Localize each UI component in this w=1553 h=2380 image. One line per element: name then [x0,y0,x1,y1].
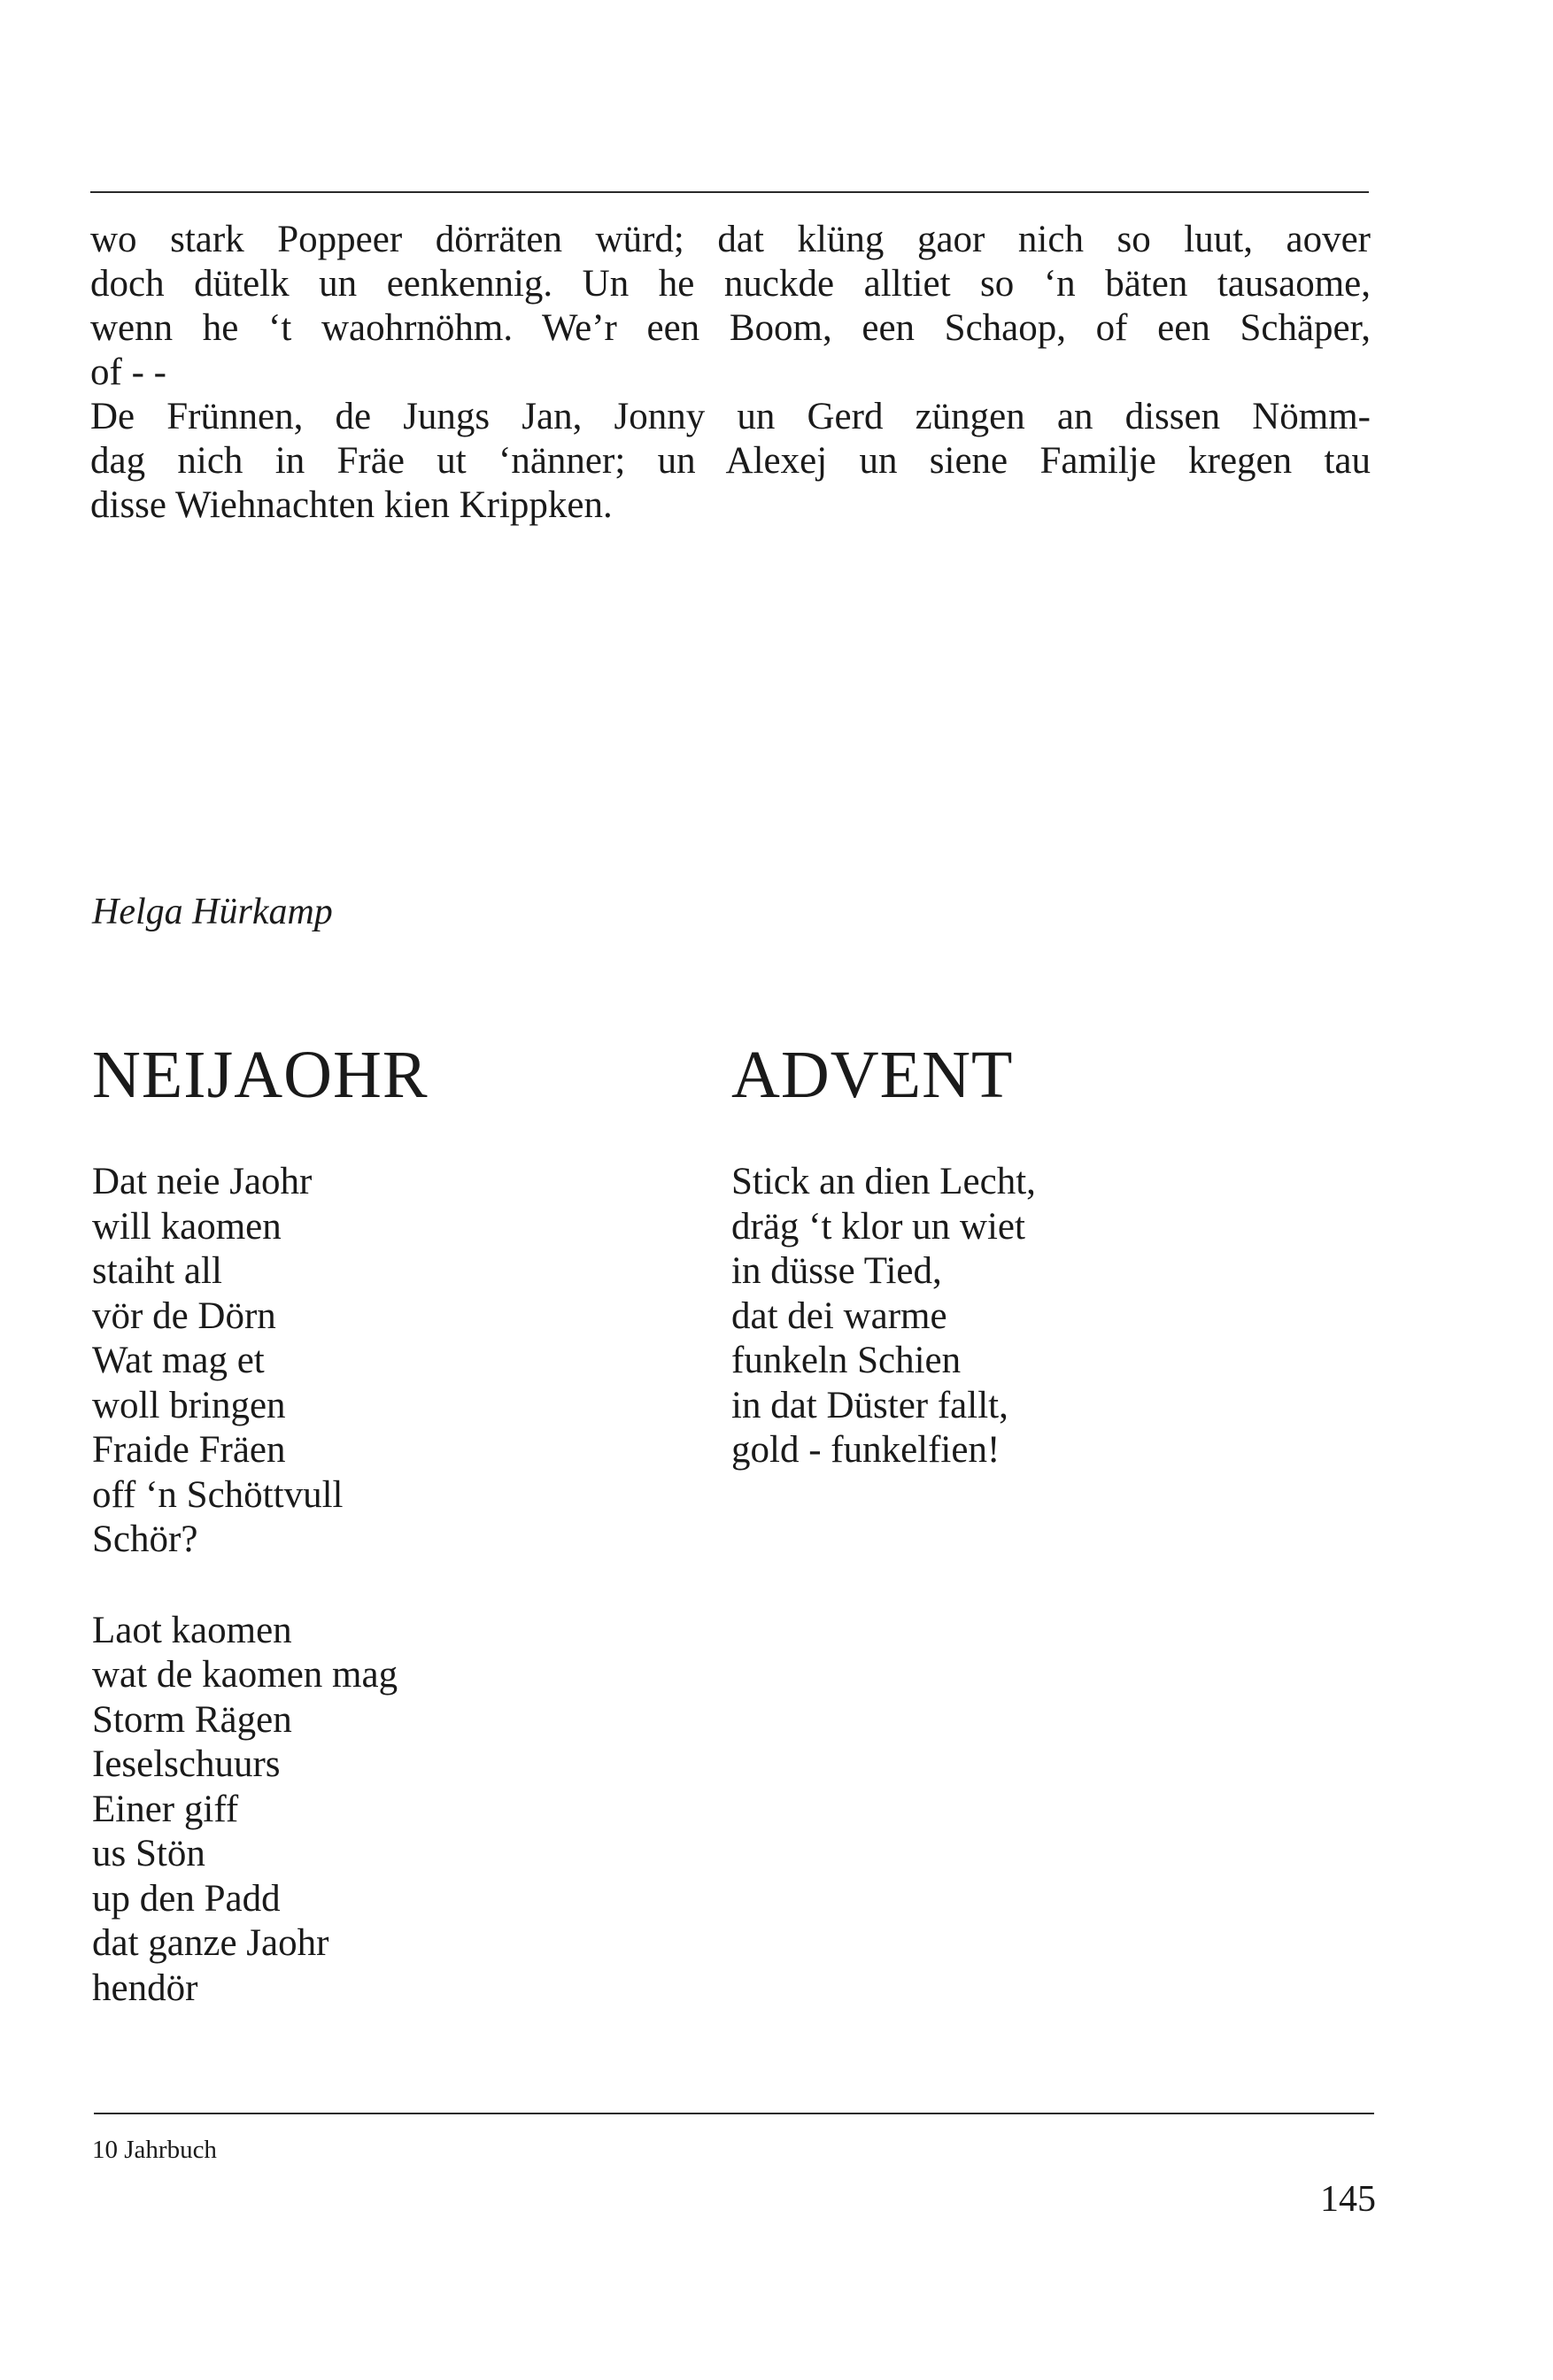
verse-line: gold - funkelfien! [731,1429,1001,1471]
poem-stanza [92,1160,429,1563]
prose-line: disse Wiehnachten kien Krippken. [90,484,613,526]
prose-line: of - - [90,352,166,393]
verse-line: dräg ‘t klor un wiet [731,1205,1025,1248]
verse-line: vör de Dörn [92,1294,276,1337]
verse-line: will kaomen [92,1205,282,1248]
verse-line: in dat Düster fallt, [731,1384,1008,1426]
verse-line: Schör? [92,1518,198,1560]
poem-neijaohr [92,1038,429,2011]
prose-line: dag nich in Fräe ut ‘nänner; un Alexej un siene Familje kregen tau [90,440,1371,482]
verse-line: Storm Rägen [92,1698,292,1741]
poem-advent [731,1038,1036,1473]
verse-line: off ‘n Schöttvull [92,1473,344,1516]
verse-line: Dat neie Jaohr [92,1161,313,1202]
prose-line: De Frünnen, de Jungs Jan, Jonny un Gerd züngen an dissen Nömm- [90,396,1371,437]
verse-line: up den Padd [92,1877,281,1920]
top-rule [90,191,1369,193]
verse-line: wat de kaomen mag [92,1654,398,1696]
verse-line: dat dei warme [731,1294,947,1337]
verse-line: funkeln Schien [731,1340,962,1381]
verse-line: Fraide Fräen [92,1429,286,1471]
verse-line: hendör [92,1967,198,2009]
verse-line: Stick an dien Lecht, [731,1161,1036,1202]
poem-title: NEIJAOHR [92,1038,429,1112]
verse-line: staiht all [92,1250,222,1292]
footer-note: 10 Jahrbuch [92,2136,217,2164]
page-number: 145 [1320,2179,1376,2220]
bottom-rule [94,2113,1374,2114]
author-name: Helga Hürkamp [92,892,333,932]
verse-line: Wat mag et [92,1340,265,1381]
verse-line: Ieselschuurs [92,1743,281,1785]
prose-paragraph [90,218,1371,528]
prose-line: doch dütelk un eenkennig. Un he nuckde alltiet so ‘n bäten tausaome, [90,263,1371,305]
verse-line: us Stön [92,1833,205,1874]
poem-stanza [731,1160,1036,1473]
verse-line: woll bringen [92,1384,286,1426]
verse-line: Einer giff [92,1788,239,1830]
verse-line: dat ganze Jaohr [92,1922,329,1964]
verse-line: Laot kaomen [92,1609,292,1651]
prose-line: wenn he ‘t waohrnöhm. We’r een Boom, een Schaop, of een Schäper, [90,307,1371,349]
poem-title: ADVENT [731,1038,1014,1112]
verse-line: in düsse Tied, [731,1250,942,1292]
prose-line: wo stark Poppeer dörräten würd; dat klüng gaor nich so luut, aover [90,219,1371,260]
poem-stanza [92,1609,429,2012]
